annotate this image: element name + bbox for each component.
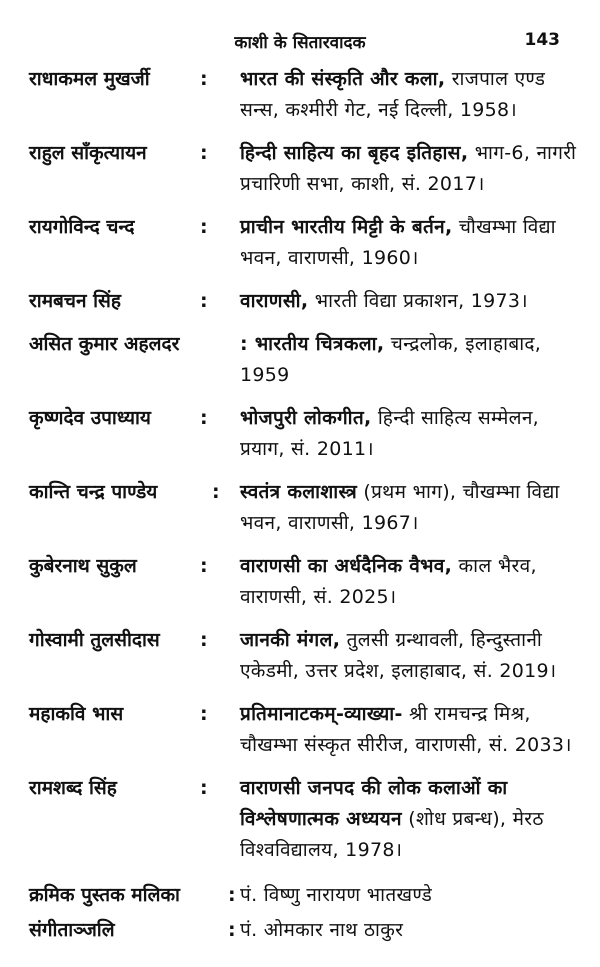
entry-author: क्रमिक पुस्तक मलिका [29,884,180,906]
entry-colon: : [200,142,208,164]
entry-author: असित कुमार अहलदर [29,333,180,355]
entry-colon: : [200,777,208,799]
entry-publisher: चौखम्भा विद्या भवन, वाराणसी, 1960। [240,216,556,269]
bibliography-entry [0,625,600,687]
entry-colon: : [228,919,236,941]
entry-publisher: तुलसी ग्रन्थावली, हिन्दुस्तानी एकेडमी, उत्तर प्रदेश, इलाहाबाद, सं. 2019। [240,629,557,682]
entry-title: हिन्दी साहित्य का बृहद इतिहास, [240,142,469,164]
entry-title: जानकी मंगल, [240,629,341,651]
entry-colon: : [200,555,208,577]
entry-colon: : [200,703,208,725]
entry-publisher: काल भैरव, वाराणसी, सं. 2025। [240,555,537,608]
entry-author: गोस्वामी तुलसीदास [29,629,160,651]
entry-colon: : [240,333,255,355]
bibliography-list [0,64,600,946]
entry-publisher: पं. ओमकार नाथ ठाकुर [240,919,404,941]
entry-citation [240,286,580,317]
bibliography-entry [0,915,600,946]
entry-citation [240,773,580,866]
entry-citation [240,477,580,539]
entry-citation [240,551,580,613]
entry-publisher: पं. विष्णु नारायण भातखण्डे [240,884,433,906]
entry-citation [240,329,580,391]
entry-publisher: श्री रामचन्द्र मिश्र, चौखम्भा संस्कृत सीरीज, वाराणसी, सं. 2033। [240,703,572,756]
page-number: 143 [524,30,560,50]
bibliography-entry [0,329,600,391]
bibliography-entry [0,477,600,539]
entry-author: रामबचन सिंह [29,290,121,312]
entry-title: भारतीय चित्रकला, [254,333,385,355]
entry-title: वाराणसी जनपद की लोक कलाओं का विश्लेषणात्मक अध्ययन [240,777,508,830]
entry-citation [240,64,580,126]
entry-author: राधाकमल मुखर्जी [29,68,150,90]
bibliography-entry [0,880,600,911]
entry-citation [240,880,580,911]
entry-colon: : [200,629,208,651]
entry-colon: : [228,884,236,906]
entry-author: कृष्णदेव उपाध्याय [29,407,151,429]
entry-citation [240,915,580,946]
entry-colon: : [200,290,208,312]
entry-citation [240,625,580,687]
entry-publisher: हिन्दी साहित्य सम्मेलन, प्रयाग, सं. 2011। [240,407,540,460]
entry-title: वाराणसी का अर्धदैनिक वैभव, [240,555,453,577]
entry-colon: : [200,216,208,238]
entry-publisher: भाग-6, नागरी प्रचारिणी सभा, काशी, सं. 2017। [240,142,577,195]
entry-title: प्रतिमानाटकम्-व्याख्या- [240,703,403,725]
entry-author: रायगोविन्द चन्द [29,216,135,238]
running-title: काशी के सितारवादक [234,33,366,53]
bibliography-entry [0,64,600,126]
bibliography-entry [0,286,600,317]
entry-colon: : [200,407,208,429]
entry-author: महाकवि भास [29,703,124,725]
entry-colon: : [200,68,208,90]
entry-citation [240,403,580,465]
entry-publisher: (शोध प्रबन्ध), मेरठ विश्वविद्यालय, 1978। [240,808,544,861]
entry-publisher: (प्रथम भाग), चौखम्भा विद्या भवन, वाराणसी, 1967। [240,481,560,534]
entry-author: कुबेरनाथ सुकुल [29,555,137,577]
bibliography-entry [0,403,600,465]
entry-citation [240,138,580,200]
entry-title: स्वतंत्र कलाशास्त्र [240,481,358,503]
bibliography-entry [0,699,600,761]
entry-title: प्राचीन भारतीय मिट्टी के बर्तन, [240,216,453,238]
entry-colon: : [212,481,220,503]
bibliography-entry [0,773,600,866]
entry-citation [240,699,580,761]
entry-publisher: चन्द्रलोक, इलाहाबाद, 1959 [240,333,542,386]
entry-title: वाराणसी, [240,290,309,312]
bibliography-entry [0,551,600,613]
entry-publisher: राजपाल एण्ड सन्स, कश्मीरी गेट, नई दिल्ली, 1958। [240,68,546,121]
bibliography-entry [0,212,600,274]
entry-author: राहुल साँकृत्यायन [29,142,147,164]
entry-title: भारत की संस्कृति और कला, [240,68,446,90]
entry-citation [240,212,580,274]
entry-author: कान्ति चन्द्र पाण्डेय [29,481,158,503]
bibliography-entry [0,138,600,200]
entry-title: भोजपुरी लोकगीत, [240,407,372,429]
page-header [0,30,600,56]
entry-author: संगीताञ्जलि [29,919,115,941]
entry-author: रामशब्द सिंह [29,777,117,799]
entry-publisher: भारती विद्या प्रकाशन, 1973। [308,290,528,312]
